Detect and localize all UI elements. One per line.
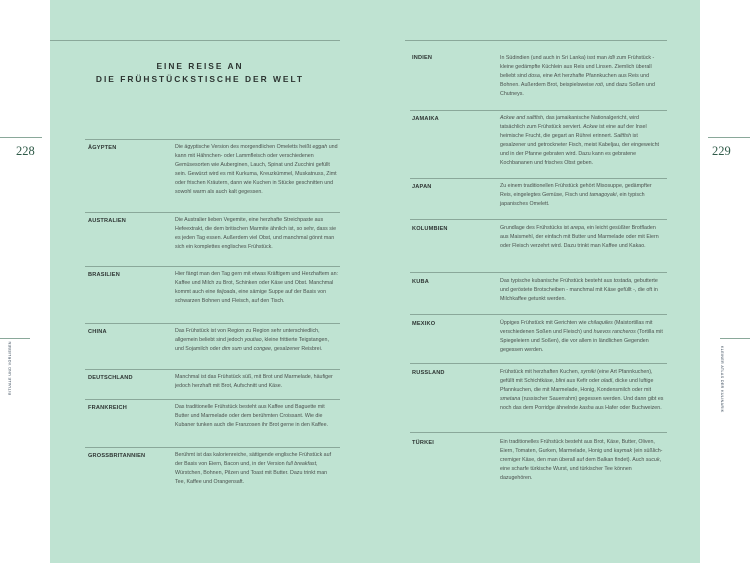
title-line-1: EINE REISE AN	[156, 61, 244, 71]
country-label: KOLUMBIEN	[412, 226, 448, 232]
entry-description: Die ägyptische Version des morgendlichen Omeletts heißt eggah und kann mit Hähnchen- oder Lammfleisch oder verschiedenen Gemüsesorten wie Auberginen, Lauch, Spinat und Zucchini gefüllt sein. Gewürzt wird es mit Kurkuma, Kreuzkümmel, Muskatnuss, Zimt oder frischen Kräutern, dann wie Kuchen in Stücke geschnitten und sowohl warm als auch kalt gegessen.	[175, 144, 338, 195]
entry-rule	[85, 323, 340, 324]
page-number-right: 229	[712, 144, 731, 158]
entry-rule	[85, 447, 340, 448]
entry-description: Hier fängt man den Tag gern mit etwas Kräftigem und Herzhaftem an: Kaffee und Milch zu Brot, Schinken oder Käse und Obst. Manchmal kommt auch eine feijoada, eine sämige Suppe auf der Basis von schwarzen Bohnen und Fleisch, auf den Tisch.	[175, 271, 339, 304]
country-label: JAPAN	[412, 184, 432, 190]
page-number-left: 228	[16, 144, 35, 158]
country-label: FRANKREICH	[88, 405, 127, 411]
entry-description: Grundlage des Frühstücks ist arepa, ein leicht gesüßter Brotfladen aus Maismehl, der einfach mit Butter und Marmelade oder mit Eiern oder Fleisch verzehrt wird. Dazu trinkt man Kaffee und Kakao.	[500, 225, 659, 249]
country-label: GROSSBRITANNIEN	[88, 453, 146, 459]
entry-description: Zu einem traditionellen Frühstück gehört Misosuppe, gedämpfter Reis, eingelegtes Gemüse, Fisch und tamagoyaki, ein typisch japanisches Omelett.	[500, 183, 652, 207]
entry-description: Üppiges Frühstück mit Gerichten wie chilaquiles (Maistortillas mit verschiedenen Soßen und Fleisch) und huevos rancheros (Tortilla mit Spiegeleiern und Soßen), die vor allem in ländlichen Gegenden gegessen werden.	[500, 320, 663, 353]
country-label: JAMAIKA	[412, 116, 439, 122]
entry-rule	[410, 110, 667, 111]
entry-description: Das Frühstück ist von Region zu Region sehr unterschiedlich, allgemein beliebt sind jedoch youtiao, kleine frittierte Teigstangen, und Sojamilch oder dim sum und congee, gesalzener Reisbrei.	[175, 328, 329, 352]
margin-rule-left	[0, 137, 42, 138]
entry-description: Ein traditionelles Frühstück besteht aus Brot, Käse, Butter, Oliven, Eiern, Tomaten, Gurken, Marmelade, Honig und kaymak (ein süßlich-cremiger Käse, den man überall auf dem Balkan findet). Auch sucuk, eine scharfe türkische Wurst, und türkischer Tee können dazugehören.	[500, 439, 663, 481]
country-label: KUBA	[412, 279, 429, 285]
entry-description: Die Australier lieben Vegemite, eine herzhafte Streichpaste aus Hefeextrakt, die dem britischen Marmite ähnlich ist, so sehr, dass sie es jeden Tag essen. Außerdem viel Obst, und manchmal gönnt man sich ein komplettes englisches Frühstück.	[175, 217, 337, 250]
entry-description: Das typische kubanische Frühstück besteht aus tostada, gebutterte und geröstete Brotscheiben - manchmal mit Käse gefüllt -, die oft in Milchkaffee getunkt werden.	[500, 278, 658, 302]
entry-description: In Südindien (und auch in Sri Lanka) isst man idli zum Frühstück - kleine gedämpfte Küchlein aus Reis und Linsen. Ziemlich überall beliebt sind dosa, eine Art herzhafte Pfannkuchen aus Reis und Bohnen. Außerdem Brot, beispielsweise roti, und dazu Soßen und Chutneys.	[500, 55, 655, 97]
country-label: ÄGYPTEN	[88, 145, 117, 151]
entry-rule	[85, 369, 340, 370]
margin-rule-right	[708, 137, 750, 138]
country-label: MEXIKO	[412, 321, 436, 327]
page-title	[90, 60, 310, 86]
country-label: RUSSLAND	[412, 370, 445, 376]
entry-rule	[85, 266, 340, 267]
top-rule-right	[405, 40, 667, 41]
entry-rule	[85, 399, 340, 400]
side-rule-left	[0, 338, 30, 339]
country-label: INDIEN	[412, 55, 433, 61]
title-line-2: DIE FRÜHSTÜCKSTISCHE DER WELT	[95, 74, 305, 84]
side-rule-right	[720, 338, 750, 339]
entry-rule	[410, 314, 667, 315]
entry-rule	[410, 363, 667, 364]
entry-description: Das traditionelle Frühstück besteht aus Kaffee und Baguette mit Butter und Marmelade oder dem berühmten Croissant. Wie die Kubaner tunken auch die Franzosen ihr Brot gerne in den Kaffee.	[175, 404, 329, 428]
entry-description: Ackee and saltfish, das jamaikanische Nationalgericht, wird tatsächlich zum Frühstück serviert. Ackee ist eine auf der Insel heimische Frucht, die gegart an Rührei erinnert. Saltfish ist gesalzener und getrockneter Fisch, meist Kabeljau, der eingeweicht und in der Pfanne gebraten wird. Dazu kann es gebratene Kochbananen und frisches Obst geben.	[500, 115, 659, 166]
top-rule-left	[50, 40, 340, 41]
side-label-right: KLEINER ATLAS DER KULINARIK	[720, 346, 724, 413]
country-label: CHINA	[88, 329, 107, 335]
country-label: AUSTRALIEN	[88, 218, 127, 224]
country-label: BRASILIEN	[88, 272, 120, 278]
entry-rule	[85, 139, 340, 140]
entry-description: Berühmt ist das kalorienreiche, sättigende englische Frühstück auf der Basis von Eiern, Bacon und, in der Version full breakfast, Würstchen, Bohnen, Pilzen und Toast mit Butter. Dazu trinkt man Tee, Kaffee und Orangensaft.	[175, 452, 332, 485]
side-label-left: RITUALE UND VORLIEBEN	[8, 341, 12, 395]
entry-description: Frühstück mit herzhaften Kuchen, syrniki (eine Art Pfannkuchen), gefüllt mit Schichtkäse, blini aus Kefir oder oladi, dicke und luftige Pfannkuchen, die mit Marmelade, Honig, Kondensmilch oder mit smetana (russischer Sauerrahm) gegessen werden. Und dann gibt es noch das dem Porridge ähnelnde kasha aus Hafer oder Buchweizen.	[500, 369, 664, 411]
entry-rule	[410, 178, 667, 179]
country-label: DEUTSCHLAND	[88, 375, 133, 381]
entry-description: Manchmal ist das Frühstück süß, mit Brot und Marmelade, häufiger jedoch herzhaft mit Brot, Aufschnitt und Käse.	[175, 374, 333, 389]
entry-rule	[410, 272, 667, 273]
country-label: TÜRKEI	[412, 440, 435, 446]
entry-rule	[410, 219, 667, 220]
entry-rule	[410, 432, 667, 433]
entry-rule	[85, 212, 340, 213]
